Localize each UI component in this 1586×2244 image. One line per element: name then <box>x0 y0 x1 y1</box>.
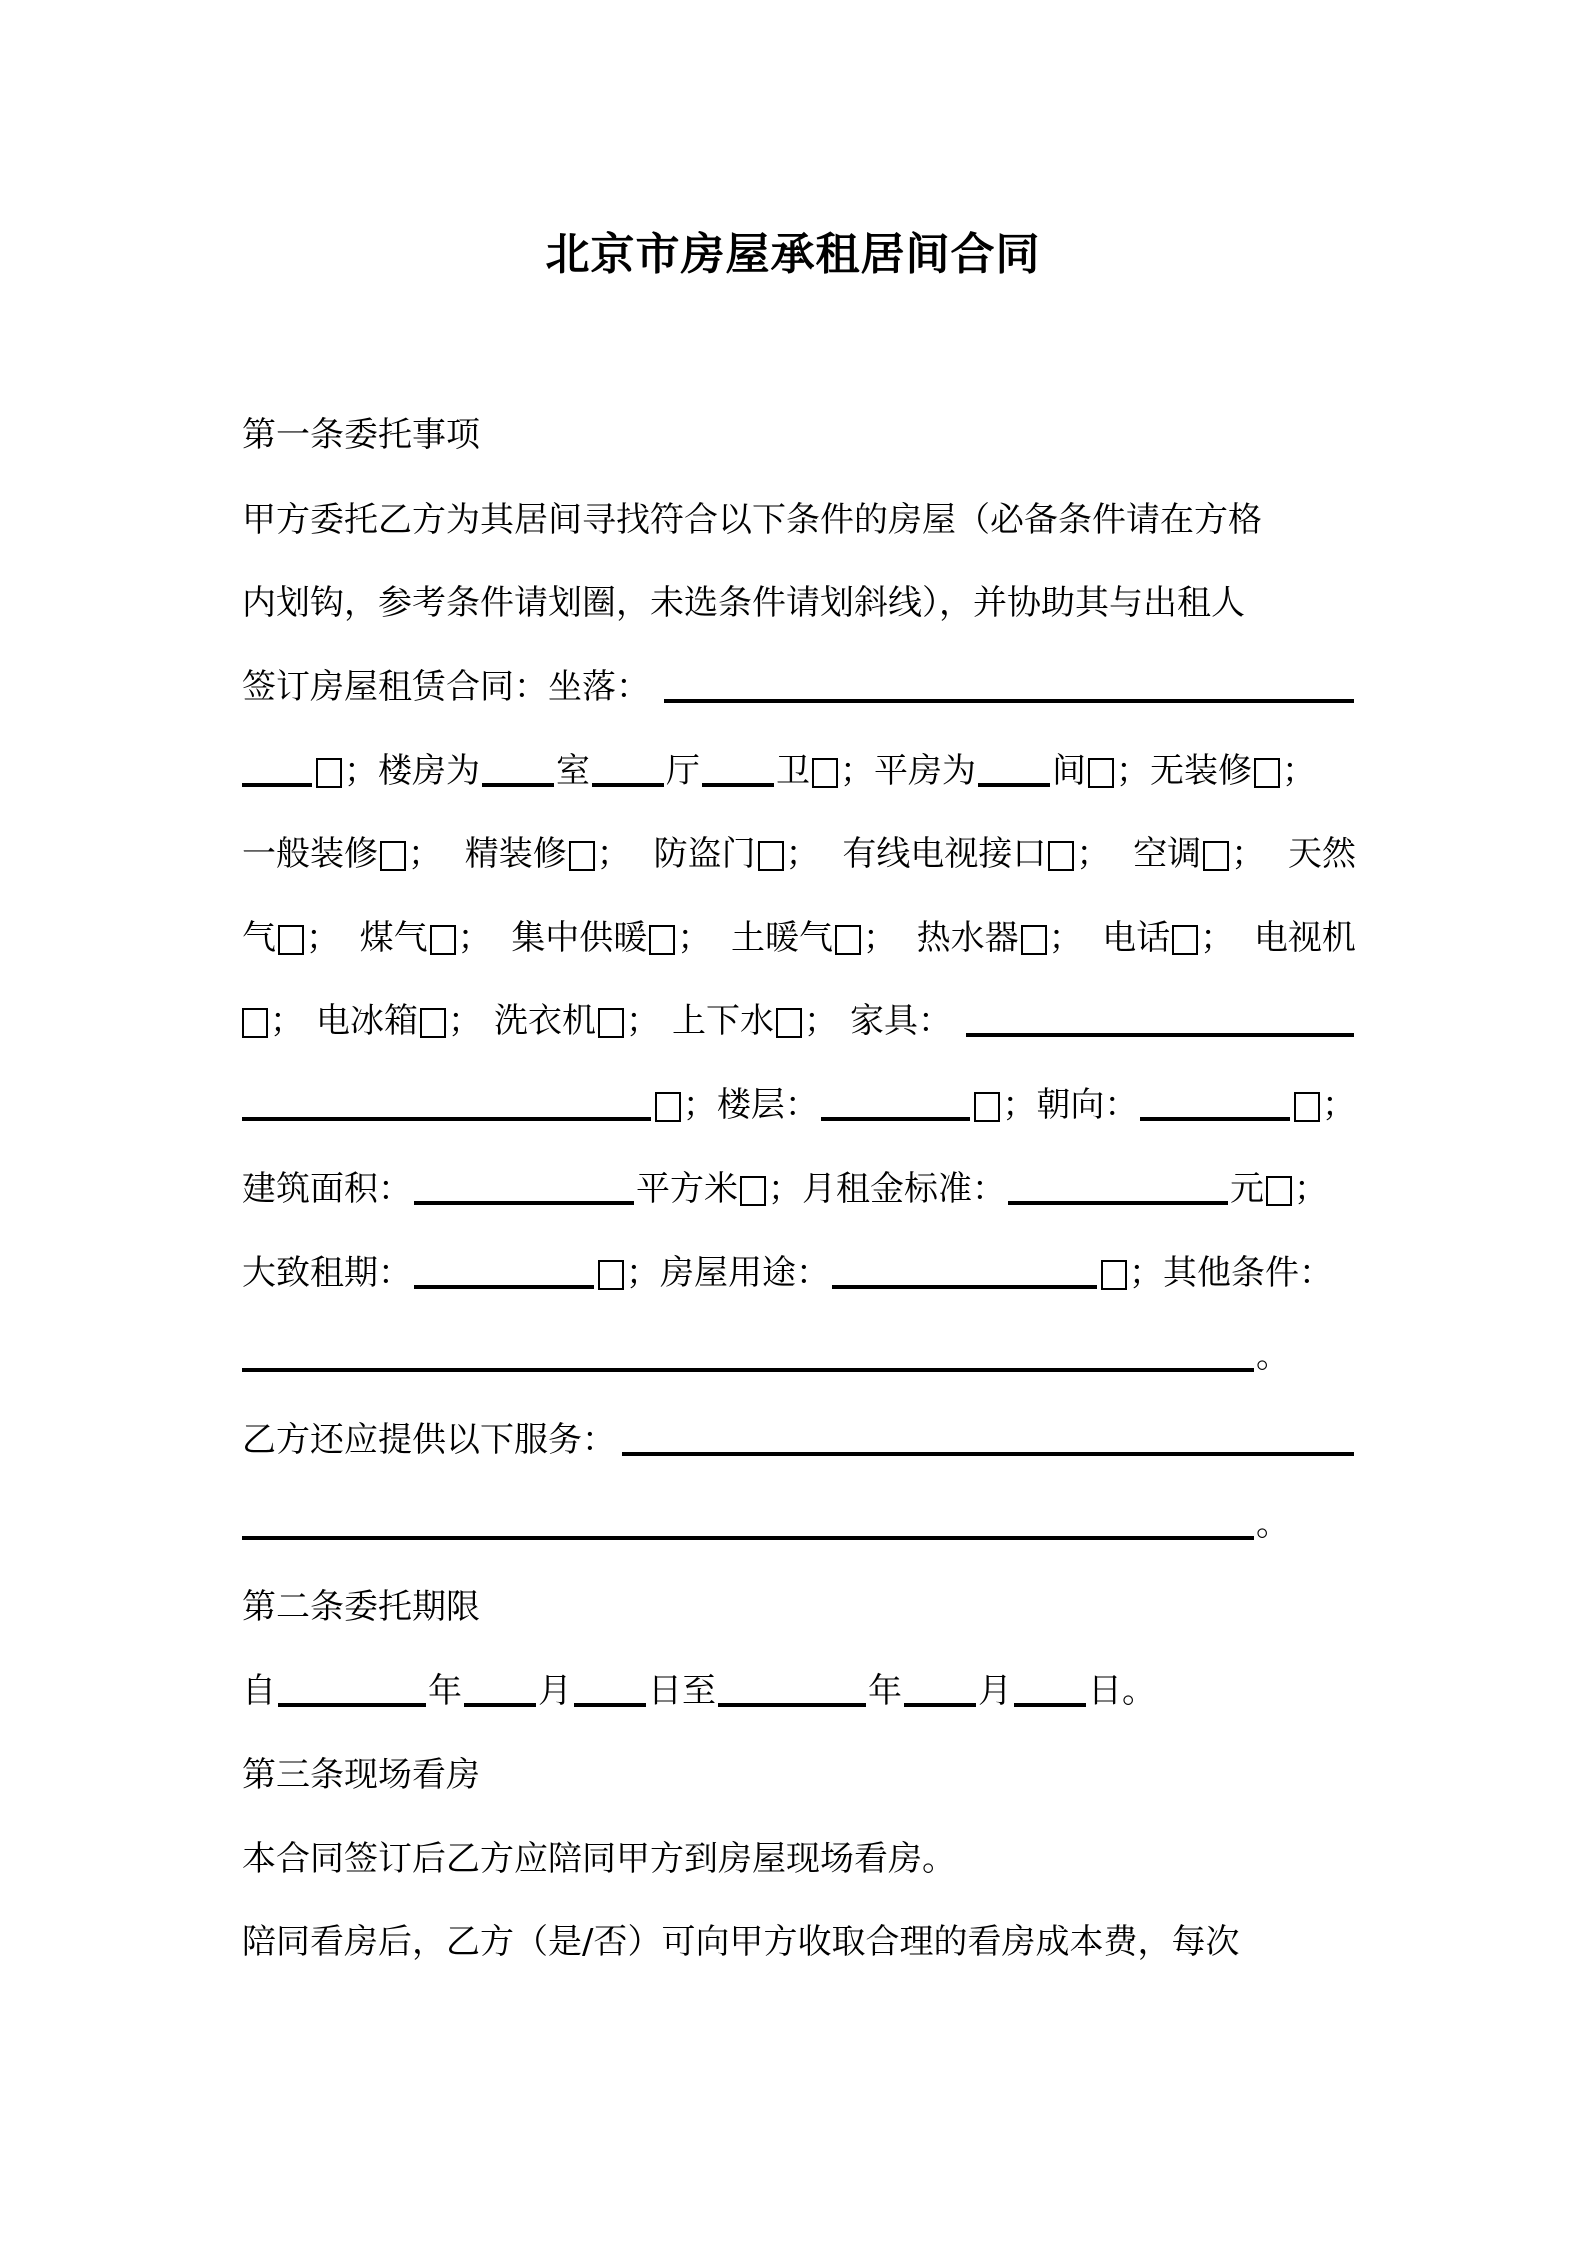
label: 集中供暖 <box>511 918 648 958</box>
checkbox[interactable] <box>835 925 861 955</box>
paragraph-line: 本合同签订后乙方应陪同甲方到房屋现场看房。 <box>242 1839 956 1879</box>
label: 年 <box>428 1671 462 1711</box>
paragraph-line: 陪同看房后，乙方（是/否）可向甲方收取合理的看房成本费，每次 <box>242 1922 1240 1962</box>
appliances-line <box>242 1001 1356 1041</box>
label: 卫 <box>776 751 810 791</box>
orientation-blank[interactable] <box>1140 1117 1290 1121</box>
label: ；其他条件： <box>1129 1253 1333 1293</box>
other-conditions-blank[interactable] <box>242 1368 1254 1372</box>
location-blank[interactable] <box>664 699 1354 703</box>
label: ； <box>785 834 820 874</box>
checkbox[interactable] <box>598 1008 624 1038</box>
paragraph-line: 甲方委托乙方为其居间寻找符合以下条件的房屋（必备条件请在方格 <box>242 500 1262 540</box>
furniture-blank[interactable] <box>966 1033 1354 1037</box>
label: ； <box>1048 918 1083 958</box>
location-blank-cont[interactable] <box>242 783 312 787</box>
halls-blank[interactable] <box>592 783 664 787</box>
term-blank[interactable] <box>414 1285 594 1289</box>
label: 间 <box>1052 751 1086 791</box>
label: 大致租期： <box>242 1253 412 1293</box>
bungalow-rooms-blank[interactable] <box>978 783 1050 787</box>
label: 日至 <box>648 1671 716 1711</box>
checkbox[interactable] <box>776 1008 802 1038</box>
end-year-blank[interactable] <box>718 1703 866 1707</box>
label: 建筑面积： <box>242 1169 412 1209</box>
label: 精装修 <box>464 834 567 874</box>
label: ； <box>1321 1085 1356 1125</box>
label: 电话 <box>1102 918 1171 958</box>
baths-blank[interactable] <box>702 783 774 787</box>
location-label: 签订房屋租赁合同：坐落： <box>242 667 650 707</box>
label: 防盗门 <box>653 834 756 874</box>
start-year-blank[interactable] <box>278 1703 426 1707</box>
services-blank-cont[interactable] <box>242 1536 1254 1540</box>
label: 洗衣机 <box>494 1001 596 1041</box>
label: ； <box>1282 751 1316 791</box>
section-1-heading: 第一条委托事项 <box>242 415 480 455</box>
checkbox[interactable] <box>569 841 595 871</box>
label: 有线电视接口 <box>842 834 1047 874</box>
label: 。 <box>1256 1336 1290 1376</box>
label: 土暖气 <box>730 918 833 958</box>
facilities-line <box>242 918 1356 958</box>
checkbox[interactable] <box>316 758 342 788</box>
label: ； <box>626 1001 660 1041</box>
label: 自 <box>242 1671 276 1711</box>
label: 一般装修 <box>242 834 378 874</box>
label: ； <box>804 1001 838 1041</box>
checkbox[interactable] <box>380 841 406 871</box>
label: ； <box>862 918 897 958</box>
label: ；楼层： <box>682 1085 819 1125</box>
start-day-blank[interactable] <box>574 1703 646 1707</box>
label: ； <box>270 1001 304 1041</box>
checkbox[interactable] <box>1021 925 1047 955</box>
label: 电视机 <box>1253 918 1356 958</box>
label: 电冰箱 <box>316 1001 418 1041</box>
paragraph-line: 内划钩，参考条件请划圈，未选条件请划斜线），并协助其与出租人 <box>242 583 1245 623</box>
label: ； <box>677 918 712 958</box>
checkbox[interactable] <box>1172 925 1198 955</box>
checkbox[interactable] <box>974 1092 1000 1122</box>
label: 家具： <box>850 1001 952 1041</box>
area-rent-line <box>242 1169 1356 1209</box>
label: ；朝向： <box>1002 1085 1139 1125</box>
label: 煤气 <box>359 918 428 958</box>
checkbox[interactable] <box>242 1008 268 1038</box>
label: 天然 <box>1287 834 1356 874</box>
services-label: 乙方还应提供以下服务： <box>242 1420 616 1460</box>
label: 日。 <box>1088 1671 1156 1711</box>
rooms-blank[interactable] <box>482 783 554 787</box>
area-blank[interactable] <box>414 1201 634 1205</box>
label: 上下水 <box>672 1001 774 1041</box>
location-line <box>242 667 1356 707</box>
label: 气 <box>242 918 276 958</box>
label: 空调 <box>1133 834 1202 874</box>
rent-blank[interactable] <box>1008 1201 1228 1205</box>
checkbox[interactable] <box>1088 758 1114 788</box>
checkbox[interactable] <box>1294 1092 1320 1122</box>
usage-blank[interactable] <box>832 1285 1097 1289</box>
label: ； <box>457 918 492 958</box>
label: ；房屋用途： <box>626 1253 830 1293</box>
room-layout-line <box>242 751 1356 791</box>
label: 。 <box>1256 1504 1290 1544</box>
checkbox[interactable] <box>740 1176 766 1206</box>
checkbox[interactable] <box>1266 1176 1292 1206</box>
label: 平方米 <box>636 1169 738 1209</box>
label: ； <box>408 834 442 874</box>
label: 热水器 <box>916 918 1019 958</box>
label: 室 <box>556 751 590 791</box>
floor-orientation-line <box>242 1085 1356 1125</box>
label: 年 <box>868 1671 902 1711</box>
label: 元 <box>1230 1169 1264 1209</box>
checkbox[interactable] <box>812 758 838 788</box>
label: ； <box>448 1001 482 1041</box>
floor-blank[interactable] <box>821 1117 971 1121</box>
services-line <box>242 1420 1356 1460</box>
label: ； <box>1076 834 1111 874</box>
checkbox[interactable] <box>598 1260 624 1290</box>
label: ；楼房为 <box>344 751 480 791</box>
decoration-line <box>242 834 1356 874</box>
label: 月 <box>538 1671 572 1711</box>
label: ； <box>596 834 631 874</box>
checkbox[interactable] <box>649 925 675 955</box>
services-line-cont <box>242 1504 1356 1544</box>
checkbox[interactable] <box>758 841 784 871</box>
services-blank[interactable] <box>622 1452 1354 1456</box>
checkbox[interactable] <box>278 925 304 955</box>
label: ； <box>1294 1169 1328 1209</box>
document-title: 北京市房屋承租居间合同 <box>545 229 1041 280</box>
term-usage-line <box>242 1253 1356 1293</box>
end-month-blank[interactable] <box>904 1703 976 1707</box>
checkbox[interactable] <box>1101 1260 1127 1290</box>
checkbox[interactable] <box>420 1008 446 1038</box>
other-conditions-line <box>242 1336 1356 1376</box>
term-dates-line <box>242 1671 1356 1711</box>
label: 厅 <box>666 751 700 791</box>
checkbox[interactable] <box>1254 758 1280 788</box>
checkbox[interactable] <box>655 1092 681 1122</box>
section-2-heading: 第二条委托期限 <box>242 1587 480 1627</box>
label: 月 <box>978 1671 1012 1711</box>
end-day-blank[interactable] <box>1014 1703 1086 1707</box>
checkbox[interactable] <box>1203 841 1229 871</box>
label: ； <box>1231 834 1266 874</box>
furniture-blank-cont[interactable] <box>242 1117 651 1121</box>
section-3-heading: 第三条现场看房 <box>242 1755 480 1795</box>
checkbox[interactable] <box>1048 841 1074 871</box>
label: ；无装修 <box>1116 751 1252 791</box>
checkbox[interactable] <box>430 925 456 955</box>
start-month-blank[interactable] <box>464 1703 536 1707</box>
label: ；月租金标准： <box>768 1169 1006 1209</box>
label: ； <box>306 918 340 958</box>
label: ；平房为 <box>840 751 976 791</box>
label: ； <box>1200 918 1235 958</box>
